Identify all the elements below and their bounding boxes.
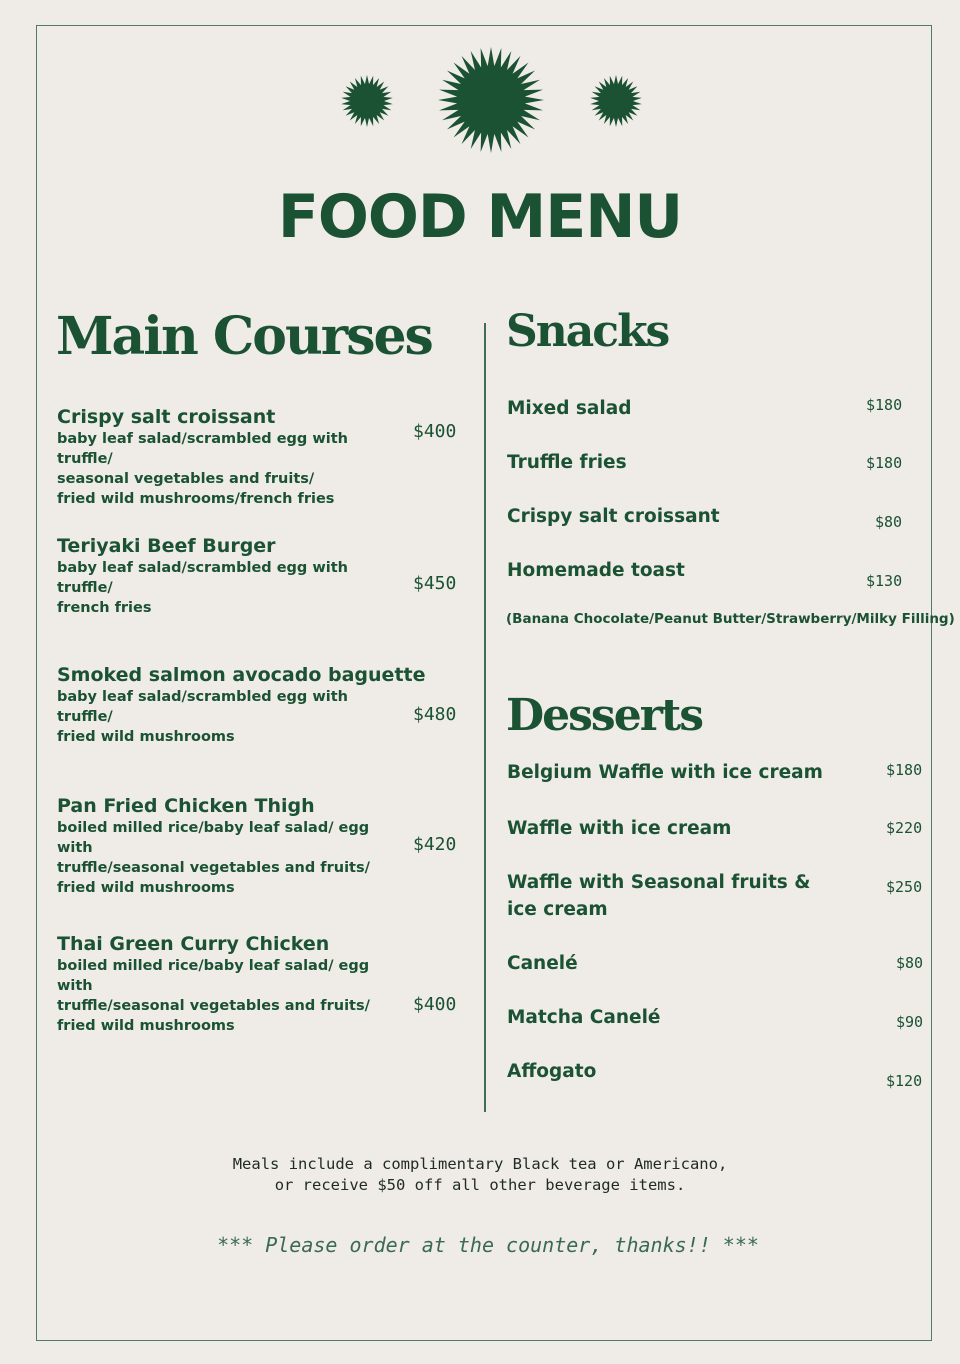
- menu-item: [57, 932, 487, 1036]
- item-name: Smoked salmon avocado baguette: [57, 664, 426, 686]
- snack-price: $180: [866, 396, 903, 414]
- item-price: $400: [413, 994, 457, 1015]
- starburst-icon: [341, 75, 393, 127]
- order-at-counter-note: *** Please order at the counter, thanks!! ***: [217, 1233, 759, 1257]
- snack-name: Crispy salt croissant: [507, 506, 720, 527]
- snack-price: $130: [866, 572, 903, 590]
- dessert-price: $220: [886, 819, 923, 837]
- item-description: baby leaf salad/scrambled egg with truffle/ french fries: [57, 560, 348, 616]
- snacks-heading: Snacks: [506, 306, 669, 357]
- item-description: boiled milled rice/baby leaf salad/ egg with truffle/seasonal vegetables and fruits/ fried wild mushrooms: [57, 820, 370, 896]
- item-name: Teriyaki Beef Burger: [57, 535, 276, 557]
- snack-name: Homemade toast: [507, 560, 685, 581]
- dessert-price: $180: [886, 761, 923, 779]
- page-title: FOOD MENU: [277, 182, 683, 252]
- dessert-name: Matcha Canelé: [507, 1007, 661, 1028]
- item-description: baby leaf salad/scrambled egg with truffle/ fried wild mushrooms: [57, 689, 348, 745]
- snack-name: Mixed salad: [507, 398, 632, 419]
- starburst-decoration: [0, 0, 960, 170]
- item-price: $480: [413, 704, 457, 725]
- starburst-icon: [590, 75, 642, 127]
- footer-line: Meals include a complimentary Black tea or Americano,: [232, 1155, 728, 1173]
- dessert-price: $80: [896, 954, 924, 972]
- item-price: $400: [413, 421, 457, 442]
- dessert-name: Affogato: [507, 1061, 597, 1082]
- dessert-price: $90: [896, 1013, 924, 1031]
- dessert-name: Waffle with ice cream: [507, 818, 732, 839]
- item-price: $420: [413, 834, 457, 855]
- snack-price: $180: [866, 454, 903, 472]
- toast-fillings-note: (Banana Chocolate/Peanut Butter/Strawberry/Milky Filling): [506, 611, 955, 627]
- dessert-name: Belgium Waffle with ice cream: [507, 762, 823, 783]
- footer-line: or receive $50 off all other beverage items.: [274, 1176, 686, 1194]
- dessert-name: Waffle with Seasonal fruits & ice cream: [507, 872, 811, 920]
- snack-name: Truffle fries: [507, 452, 627, 473]
- dessert-name: Canelé: [507, 953, 578, 974]
- main-courses-heading: Main Courses: [56, 306, 432, 367]
- item-name: Crispy salt croissant: [57, 406, 276, 428]
- dessert-price: $120: [886, 1072, 923, 1090]
- item-name: Pan Fried Chicken Thigh: [57, 795, 315, 817]
- desserts-heading: Desserts: [506, 690, 702, 741]
- item-price: $450: [413, 573, 457, 594]
- item-description: baby leaf salad/scrambled egg with truffle/ seasonal vegetables and fruits/ fried wild mushrooms/french fries: [57, 431, 348, 507]
- complimentary-drink-note: [0, 1154, 960, 1196]
- dessert-price: $250: [886, 878, 923, 896]
- item-name: Thai Green Curry Chicken: [57, 933, 330, 955]
- starburst-icon: [438, 47, 544, 153]
- snack-price: $80: [875, 513, 903, 531]
- item-description: boiled milled rice/baby leaf salad/ egg with truffle/seasonal vegetables and fruits/ fried wild mushrooms: [57, 958, 370, 1034]
